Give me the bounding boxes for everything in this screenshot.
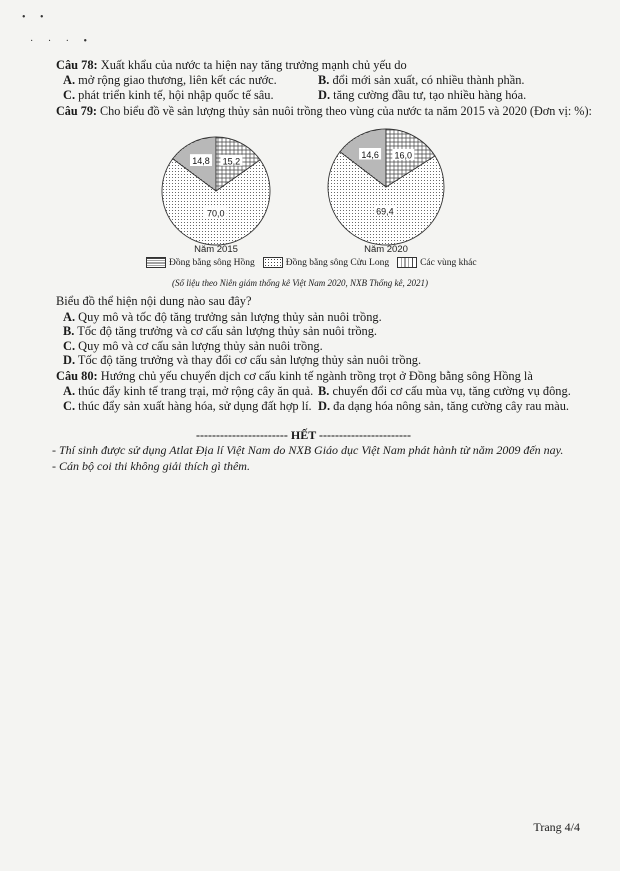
q78-option-d: D. tăng cường đầu tư, tạo nhiều hàng hóa. — [318, 88, 527, 102]
scan-marks-top: • • — [22, 12, 50, 23]
q79-question: Cho biểu đồ về sản lượng thủy sản nuôi trồng theo vùng của nước ta năm 2015 và 2020 (Đơn vị: %): — [96, 104, 592, 118]
legend-dbsh: Đồng bằng sông Hồng — [169, 257, 255, 268]
label-other: 15,2 — [222, 156, 241, 167]
q80-stem — [56, 369, 533, 384]
end-mark: ----------------------- HẾT ----------------------- — [196, 428, 411, 442]
note-2: - Cán bộ coi thi không giải thích gì thêm. — [52, 459, 250, 473]
q78-question: Xuất khẩu của nước ta hiện nay tăng trưởng mạnh chủ yếu do — [97, 58, 407, 72]
q79-option-b: B. Tốc độ tăng trưởng và cơ cấu sản lượng thủy sản nuôi trồng. — [63, 324, 378, 338]
q80-option-a: A. thúc đẩy kinh tế trang trại, mở rộng cây ăn quả. — [63, 384, 314, 398]
label-dbsh: 14,8 — [192, 156, 210, 167]
scan-marks-top-2: · · · • — [30, 36, 93, 47]
label-dbscl: 70,0 — [206, 208, 225, 219]
label-dbscl: 69,4 — [376, 206, 394, 217]
label-dbsh: 14,6 — [361, 149, 379, 160]
legend-dbscl: Đồng bằng sông Cửu Long — [285, 257, 390, 268]
q78-number: Câu 78: — [56, 58, 98, 72]
q79-number: Câu 79: — [56, 104, 97, 118]
q80-option-c: C. thúc đẩy sản xuất hàng hóa, sử dụng đất hợp lí. — [63, 399, 312, 413]
pie-2020-caption: Năm 2020 — [364, 244, 408, 255]
legend-other: Các vùng khác — [420, 257, 477, 268]
label-other: 16,0 — [394, 150, 413, 161]
q80-question: Hướng chủ yếu chuyển dịch cơ cấu kinh tế ngành trồng trọt ở Đồng bằng sông Hồng là — [97, 369, 533, 383]
chart-legend — [146, 257, 485, 268]
legend-swatch-dbscl — [263, 257, 283, 268]
q80-number: Câu 80: — [56, 369, 98, 383]
legend-swatch-dbsh — [146, 257, 166, 268]
pie-2015-caption: Năm 2015 — [194, 244, 238, 255]
pie-2020 — [328, 129, 444, 245]
page-number: Trang 4/4 — [533, 820, 580, 834]
q78-stem — [56, 58, 407, 73]
q79-option-c: C. Quy mô và cơ cấu sản lượng thủy sản nuôi trồng. — [63, 339, 323, 353]
q80-option-d: D. đa dạng hóa nông sản, tăng cường cây rau màu. — [318, 399, 570, 413]
q79-option-a: A. Quy mô và tốc độ tăng trưởng sản lượng thủy sản nuôi trồng. — [63, 310, 382, 324]
note-1: - Thí sinh được sử dụng Atlat Địa lí Việt Nam do NXB Giáo dục Việt Nam phát hành từ năm 2009 đến nay. — [52, 443, 564, 457]
q78-option-c: C. phát triển kinh tế, hội nhập quốc tế sâu. — [63, 88, 274, 102]
q78-option-a: A. mở rộng giao thương, liên kết các nước. — [63, 73, 277, 87]
q79-followup: Biểu đồ thể hiện nội dung nào sau đây? — [56, 294, 252, 308]
q79-stem — [56, 104, 592, 119]
q80-option-b: B. chuyển đổi cơ cấu mùa vụ, tăng cường vụ đông. — [318, 384, 571, 398]
legend-swatch-other — [397, 257, 417, 268]
q79-option-d: D. Tốc độ tăng trưởng và thay đổi cơ cấu sản lượng thủy sản nuôi trồng. — [63, 353, 422, 367]
q78-option-b: B. đổi mới sản xuất, có nhiều thành phần. — [318, 73, 525, 87]
pie-2015 — [162, 137, 270, 245]
chart-source: (Số liệu theo Niên giám thống kê Việt Nam 2020, NXB Thống kê, 2021) — [172, 278, 429, 288]
